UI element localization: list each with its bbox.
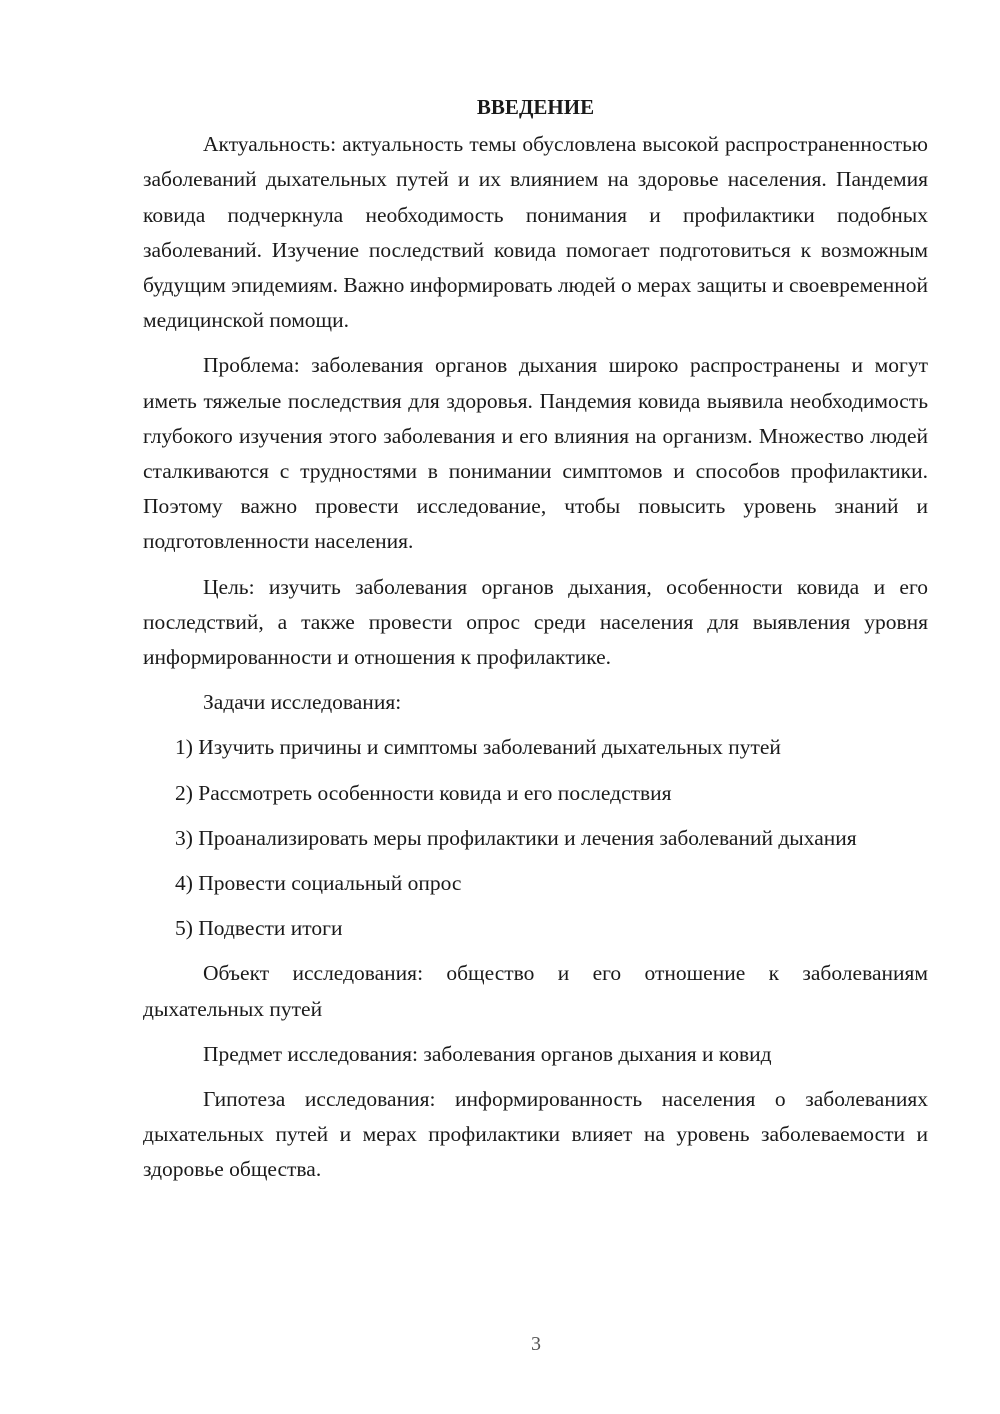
task-item-5: 5) Подвести итоги	[175, 916, 343, 941]
page-number: 3	[531, 1333, 541, 1355]
paragraph-problem: Проблема: заболевания органов дыхания широко распространены и могут иметь тяжелые последствия для здоровья. Пандемия ковида выявила необходимость глубокого изучения этого заболевания и его влияния на организм. Множество людей сталкиваются с трудностями в понимании симптомов и способов профилактики. Поэтому важно провести исследование, чтобы повысить уровень знаний и подготовленности населения.	[143, 353, 928, 554]
paragraph-goal: Цель: изучить заболевания органов дыхания, особенности ковида и его последствий, а также провести опрос среди населения для выявления уровня информированности и отношения к профилактике.	[143, 574, 928, 670]
task-item-1: 1) Изучить причины и симптомы заболеваний дыхательных путей	[175, 735, 781, 760]
section-title: ВВЕДЕНИЕ	[476, 95, 595, 119]
paragraph-tasks-heading: Задачи исследования:	[203, 690, 402, 715]
paragraph-subject: Предмет исследования: заболевания органов дыхания и ковид	[203, 1041, 772, 1066]
task-item-4: 4) Провести социальный опрос	[175, 871, 462, 896]
task-item-3: 3) Проанализировать меры профилактики и лечения заболеваний дыхания	[175, 825, 857, 850]
paragraph-relevance: Актуальность: актуальность темы обусловлена высокой распространенностью заболеваний дыхательных путей и их влиянием на здоровье населения. Пандемия ковида подчеркнула необходимость понимания и профилактики подобных заболеваний. Изучение последствий ковида помогает подготовиться к возможным будущим эпидемиям. Важно информировать людей о мерах защиты и своевременной медицинской помощи.	[143, 132, 928, 333]
paragraph-object: Объект исследования: общество и его отношение к заболеваниям дыхательных путей	[143, 961, 928, 1021]
page-body	[143, 90, 928, 1198]
paragraph-hypothesis: Гипотеза исследования: информированность населения о заболеваниях дыхательных путей и мерах профилактики влияет на уровень заболеваемости и здоровье общества.	[143, 1087, 928, 1182]
task-item-2: 2) Рассмотреть особенности ковида и его последствия	[175, 780, 672, 805]
